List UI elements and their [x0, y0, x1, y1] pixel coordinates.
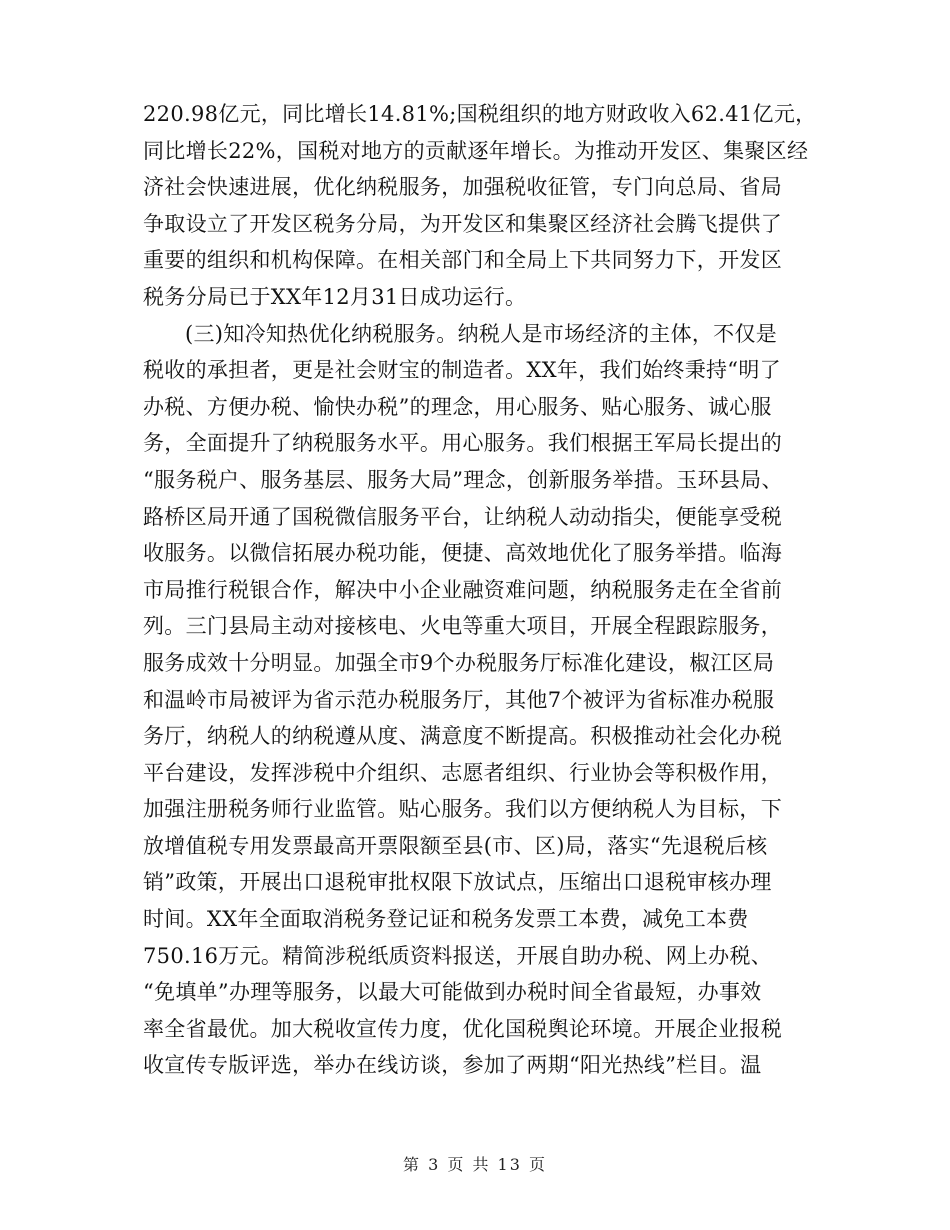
- document-body: [143, 96, 833, 1084]
- text-line: 销”政策，开展出口退税审批权限下放试点，压缩出口退税审核办理: [143, 870, 772, 895]
- text-line: 务厅，纳税人的纳税遵从度、满意度不断提高。积极推动社会化办税: [143, 724, 782, 749]
- paragraph-start-line: (三)知冷知热优化纳税服务。纳税人是市场经济的主体，不仅是: [185, 321, 778, 346]
- text-line: 平台建设，发挥涉税中介组织、志愿者组织、行业协会等积极作用，: [143, 760, 782, 785]
- text-line: 和温岭市局被评为省示范办税服务厅，其他7个被评为省标准办税服: [143, 687, 775, 712]
- text-line: 服务成效十分明显。加强全市9个办税服务厅标准化建设，椒江区局: [143, 650, 775, 675]
- text-line: 路桥区局开通了国税微信服务平台，让纳税人动动指尖，便能享受税: [143, 504, 782, 529]
- text-line: 加强注册税务师行业监管。贴心服务。我们以方便纳税人为目标，下: [143, 797, 782, 822]
- page-number-footer: 第 3 页 共 13 页: [403, 1155, 547, 1174]
- text-line: 放增值税专用发票最高开票限额至县(市、区)局，落实“先退税后核: [143, 833, 768, 858]
- text-line: “免填单”办理等服务，以最大可能做到办税时间全省最短，办事效: [143, 980, 762, 1005]
- text-line: “服务税户、服务基层、服务大局”理念，创新服务举措。玉环县局、: [143, 467, 783, 492]
- text-line: 重要的组织和机构保障。在相关部门和全局上下共同努力下，开发区: [143, 248, 782, 273]
- text-line: 市局推行税银合作，解决中小企业融资难问题，纳税服务走在全省前: [143, 577, 782, 602]
- text-line: 办税、方便办税、愉快办税”的理念，用心服务、贴心服务、诚心服: [143, 394, 772, 419]
- text-line: 收宣传专版评选，举办在线访谈，参加了两期“阳光热线”栏目。温: [143, 1053, 762, 1078]
- text-line: 同比增长22%，国税对地方的贡献逐年增长。为推动开发区、集聚区经: [143, 138, 809, 163]
- text-line: 税务分局已于XX年12月31日成功运行。: [143, 284, 527, 309]
- text-line: 收服务。以微信拓展办税功能，便捷、高效地优化了服务举措。临海: [143, 541, 782, 566]
- text-line: 务，全面提升了纳税服务水平。用心服务。我们根据王军局长提出的: [143, 431, 782, 456]
- text-line: 750.16万元。精简涉税纸质资料报送，开展自助办税、网上办税、: [143, 943, 773, 968]
- text-line: 时间。XX年全面取消税务登记证和税务发票工本费，减免工本费: [143, 907, 749, 932]
- text-line: 税收的承担者，更是社会财宝的制造者。XX年，我们始终秉持“明了: [143, 358, 781, 383]
- text-line: 争取设立了开发区税务分局，为开发区和集聚区经济社会腾飞提供了: [143, 211, 782, 236]
- text-line: 济社会快速进展，优化纳税服务，加强税收征管，专门向总局、省局: [143, 175, 782, 200]
- text-line: 220.98亿元，同比增长14.81%;国税组织的地方财政收入62.41亿元，: [143, 102, 817, 126]
- text-line: 率全省最优。加大税收宣传力度，优化国税舆论环境。开展企业报税: [143, 1016, 782, 1041]
- text-line: 列。三门县局主动对接核电、火电等重大项目，开展全程跟踪服务，: [143, 614, 782, 639]
